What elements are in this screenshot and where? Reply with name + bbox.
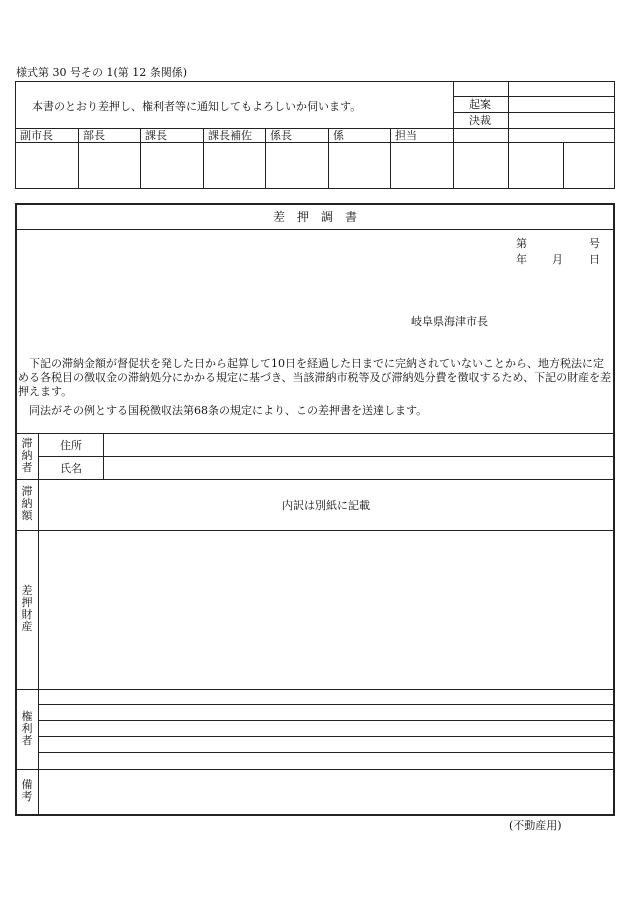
- property-field[interactable]: [40, 531, 613, 688]
- name-field[interactable]: [105, 457, 613, 479]
- role-label: 課長補佐: [208, 129, 252, 142]
- stamp-cell-in-charge[interactable]: [391, 143, 453, 188]
- rights-holder-field[interactable]: [40, 690, 613, 768]
- approval-block: [15, 81, 615, 189]
- stamp-cell-director[interactable]: [79, 143, 140, 188]
- issuer-name: 岐阜県海津市長: [411, 315, 488, 328]
- remarks-label: 備考: [21, 778, 33, 803]
- date-month: 月: [552, 253, 563, 266]
- stamp-cell-assistant-chief[interactable]: [204, 143, 265, 188]
- kessai-label: 決裁: [469, 114, 491, 127]
- address-field[interactable]: [105, 434, 613, 456]
- form-number-label: 様式第 30 号その 1(第 12 条関係): [16, 66, 188, 79]
- stamp-cell-vice-mayor[interactable]: [16, 143, 78, 188]
- taxpayer-label: 滞納者: [21, 437, 33, 474]
- rights-holder-label: 権利者: [21, 710, 33, 747]
- approval-request-text: 本書のとおり差押し、権利者等に通知してもよろしいか伺います。: [32, 100, 362, 113]
- remarks-field[interactable]: [40, 770, 613, 813]
- role-label: 係: [333, 129, 344, 142]
- role-label: 課長: [145, 129, 167, 142]
- role-label: 係長: [270, 129, 292, 142]
- stamp-cell-staff[interactable]: [329, 143, 390, 188]
- number-prefix: 第: [516, 237, 527, 250]
- kian-label: 起案: [469, 98, 491, 111]
- date-day: 日: [589, 253, 600, 266]
- number-suffix: 号: [589, 237, 600, 250]
- amount-value: 内訳は別紙に記載: [282, 499, 370, 512]
- date-year: 年: [516, 253, 527, 266]
- seizure-document: [15, 203, 615, 816]
- role-label: 副市長: [20, 129, 53, 142]
- notice-paragraph: 下記の滞納金額が督促状を発した日から起算して10日を経過した日までに完納されていないことから、地方税法に定める各税目の徴収金の滞納処分にかかる規定に基づき、当該滞納市税等及び滞納処分費を徴収するため、下記の財産を差押えます。: [18, 357, 612, 398]
- footer-note: (不動産用): [509, 819, 562, 832]
- kian-date-field[interactable]: [509, 97, 614, 112]
- amount-label: 滞納額: [21, 485, 33, 522]
- service-paragraph: 同法がその例とする国税徴収法第68条の規定により、この差押書を送達します。: [18, 404, 428, 417]
- property-label: 差押財産: [21, 584, 33, 633]
- address-label: 住所: [60, 439, 82, 452]
- role-label: 部長: [83, 129, 105, 142]
- stamp-cell-section-chief[interactable]: [141, 143, 203, 188]
- document-title: 差 押 調 書: [272, 210, 357, 224]
- kessai-date-field[interactable]: [509, 113, 614, 128]
- name-label: 氏名: [60, 462, 82, 475]
- role-label: 担当: [395, 129, 417, 142]
- stamp-cell-subsection-chief[interactable]: [266, 143, 328, 188]
